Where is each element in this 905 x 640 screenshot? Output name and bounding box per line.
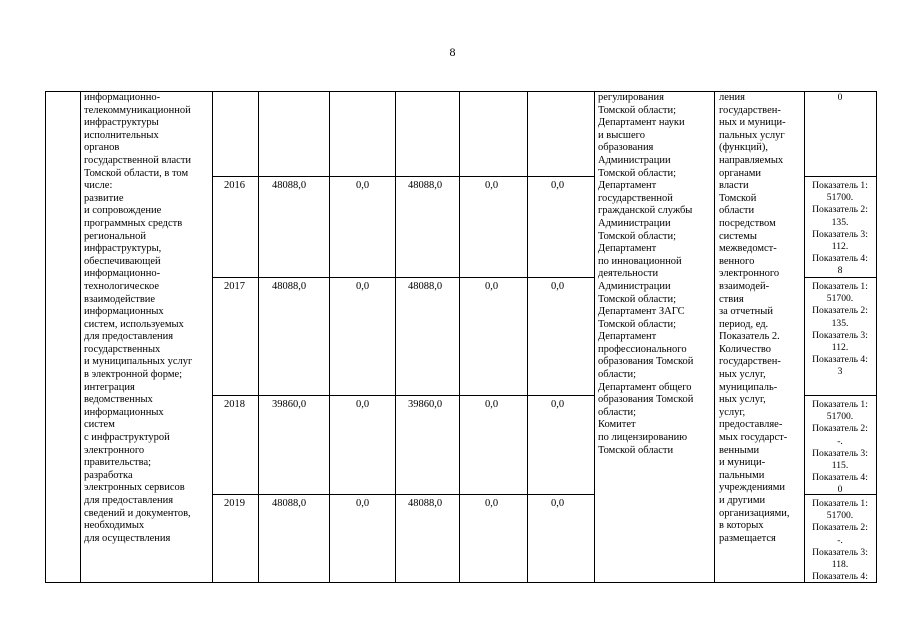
- cell-year: 2018: [224, 399, 245, 410]
- executor-line: Департамент: [598, 331, 657, 343]
- description-line: информационных: [84, 306, 164, 318]
- executor-line: и высшего: [598, 129, 645, 141]
- indicator-text-line: учреждениями: [719, 482, 786, 494]
- indicator-text-line: и муници-: [719, 457, 766, 469]
- indicator-text-line: ных услуг,: [719, 394, 766, 406]
- description-line: органов: [84, 142, 120, 154]
- indicator-top-value: 0: [837, 92, 843, 103]
- executor-line: Департамент науки: [598, 117, 685, 129]
- indicator-text-line: Показатель 2.: [719, 331, 780, 343]
- cell-year: 2016: [224, 180, 245, 191]
- indicator-text-line: венными: [719, 444, 760, 456]
- cell-total: 48088,0: [272, 498, 307, 509]
- executor-line: по инновационной: [598, 255, 682, 267]
- indicator-text-line: ления: [719, 92, 745, 103]
- description-line: в электронной форме;: [84, 369, 183, 381]
- executor-line: Томской области: [598, 444, 674, 456]
- executor-line: Администрации: [598, 154, 671, 166]
- description-line: и муниципальных услуг: [84, 356, 193, 368]
- description-line: развитие: [84, 192, 124, 204]
- cell-loc: 0,0: [485, 399, 499, 410]
- indicator-text-line: организациями,: [719, 507, 790, 519]
- row-divider: [804, 176, 876, 177]
- cell-other: 0,0: [551, 498, 565, 509]
- table-right-border: [876, 91, 877, 583]
- indicator-text-line: за отчетный: [719, 306, 773, 318]
- cell-total: 48088,0: [272, 281, 307, 292]
- description-column: [84, 92, 192, 545]
- indicator-text-line: (функций),: [719, 142, 768, 154]
- table-left-border: [45, 91, 46, 583]
- description-line: Томской области, в том: [84, 167, 189, 179]
- description-line: для предоставления: [84, 331, 174, 343]
- executor-line: области;: [598, 406, 637, 418]
- description-line: обеспечивающей: [84, 255, 161, 267]
- indicator-text-line: государствен-: [719, 104, 781, 116]
- col-divider: [459, 91, 460, 583]
- row-divider: [804, 395, 876, 396]
- col-divider: [527, 91, 528, 583]
- indicator-text-line: системы: [719, 230, 757, 242]
- cell-reg: 48088,0: [408, 281, 443, 292]
- indicator-text-line: предоставляе-: [719, 419, 783, 431]
- indicator-text-line: и другими: [719, 495, 766, 506]
- description-line: числе:: [84, 180, 113, 192]
- description-line: исполнительных: [84, 129, 159, 141]
- executor-line: Департамент общего: [598, 381, 692, 393]
- cell-fed: 0,0: [356, 180, 370, 191]
- description-line: информационно-: [84, 92, 161, 103]
- cell-loc: 0,0: [485, 180, 499, 191]
- col-divider: [329, 91, 330, 583]
- description-line: систем: [84, 419, 115, 431]
- description-line: информационных: [84, 406, 164, 418]
- cell-year: 2019: [224, 498, 245, 509]
- executor-line: Департамент: [598, 243, 657, 255]
- col-divider: [594, 91, 595, 583]
- indicator-value-cell: Показатель 1: 51700. Показатель 2: -. Показатель 3: 118. Показатель 4:: [812, 498, 868, 583]
- indicator-text-line: мых государст-: [719, 432, 788, 444]
- cell-fed: 0,0: [356, 498, 370, 509]
- indicator-text-line: в которых: [719, 520, 764, 532]
- cell-other: 0,0: [551, 399, 565, 410]
- cell-reg: 48088,0: [408, 498, 443, 509]
- description-line: правительства;: [84, 457, 152, 469]
- description-line: с инфраструктурой: [84, 432, 170, 444]
- page-number: 8: [449, 45, 456, 59]
- col-divider: [258, 91, 259, 583]
- executor-line: Томской области;: [598, 167, 677, 179]
- description-line: телекоммуникационной: [84, 104, 191, 116]
- cell-other: 0,0: [551, 180, 565, 191]
- executor-line: деятельности: [598, 268, 659, 280]
- cell-total: 48088,0: [272, 180, 307, 191]
- description-line: технологическое: [84, 280, 159, 292]
- executor-line: Комитет: [598, 419, 636, 431]
- indicator-text-line: Томской: [719, 192, 757, 204]
- indicator-text-line: государствен-: [719, 356, 781, 368]
- cell-fed: 0,0: [356, 281, 370, 292]
- indicator-text-line: период, ед.: [719, 318, 769, 330]
- col-divider: [212, 91, 213, 583]
- indicator-text-line: венного: [719, 255, 755, 267]
- indicator-text-line: власти: [719, 180, 749, 192]
- row-divider: [212, 395, 594, 396]
- indicator-text-line: посредством: [719, 217, 776, 229]
- indicator-value-cell: Показатель 1: 51700. Показатель 2: 135. Показатель 3: 112. Показатель 4: 8: [812, 180, 868, 277]
- description-line: для предоставления: [84, 495, 174, 506]
- indicator-text-line: ных и муници-: [719, 117, 786, 129]
- indicator-text-line: органами: [719, 167, 762, 179]
- executor-line: регулирования: [598, 92, 664, 103]
- indicator-text-line: пальных услуг: [719, 129, 785, 141]
- executor-line: образования Томской: [598, 356, 694, 368]
- executor-line: государственной: [598, 192, 673, 204]
- executor-line: по лицензированию: [598, 432, 688, 444]
- row-divider: [212, 494, 594, 495]
- cell-total: 39860,0: [272, 399, 307, 410]
- description-line: интеграция: [84, 381, 135, 393]
- description-line: и сопровождение: [84, 205, 162, 217]
- executor-line: Томской области;: [598, 230, 677, 242]
- table-bottom-border: [45, 582, 877, 583]
- executor-line: Администрации: [598, 280, 671, 292]
- executor-line: Администрации: [598, 217, 671, 229]
- indicator-text-line: электронного: [719, 268, 780, 280]
- cell-fed: 0,0: [356, 399, 370, 410]
- executor-line: области;: [598, 369, 637, 381]
- indicator-text-line: взаимодей-: [719, 280, 770, 292]
- executor-line: гражданской службы: [598, 205, 693, 217]
- description-line: сведений и документов,: [84, 507, 191, 519]
- indicator-text-line: услуг,: [719, 406, 746, 418]
- executor-line: Томской области;: [598, 318, 677, 330]
- description-line: электронного: [84, 444, 145, 456]
- description-line: необходимых: [84, 520, 145, 532]
- description-line: информационно-: [84, 268, 161, 280]
- description-line: взаимодействие: [84, 293, 156, 305]
- indicator-value-cell: Показатель 1: 51700. Показатель 2: 135. Показатель 3: 112. Показатель 4: 3: [812, 281, 868, 378]
- indicator-text-line: направляемых: [719, 154, 784, 166]
- col-divider: [80, 91, 81, 583]
- cell-other: 0,0: [551, 281, 565, 292]
- description-line: инфраструктуры,: [84, 243, 162, 255]
- cell-reg: 39860,0: [408, 399, 443, 410]
- description-line: ведомственных: [84, 394, 153, 406]
- cell-year: 2017: [224, 281, 245, 292]
- indicator-text-line: размещается: [719, 532, 776, 544]
- indicator-text-line: области: [719, 205, 755, 217]
- cell-loc: 0,0: [485, 281, 499, 292]
- description-line: программных средств: [84, 217, 183, 229]
- row-divider: [212, 277, 594, 278]
- indicator-text-line: ных услуг,: [719, 369, 766, 381]
- row-divider: [212, 176, 594, 177]
- executor-line: Департамент: [598, 180, 657, 192]
- executor-line: образования Томской: [598, 394, 694, 406]
- indicator-value-cell: Показатель 1: 51700. Показатель 2: -. Показатель 3: 115. Показатель 4: 0: [812, 399, 868, 496]
- indicator-text-line: муниципаль-: [719, 381, 778, 393]
- indicator-text-line: ствия: [719, 293, 744, 305]
- indicator-text-line: пальными: [719, 469, 765, 481]
- executors-column: [598, 92, 693, 457]
- description-line: разработка: [84, 469, 133, 481]
- description-line: инфраструктуры: [84, 117, 159, 129]
- col-divider: [395, 91, 396, 583]
- executor-line: образования: [598, 142, 654, 154]
- executor-line: профессионального: [598, 343, 687, 355]
- cell-loc: 0,0: [485, 498, 499, 509]
- executor-line: Департамент ЗАГС: [598, 306, 685, 318]
- description-line: государственных: [84, 343, 161, 355]
- indicator-text-line: межведомст-: [719, 243, 777, 255]
- indicators-text-column: [719, 92, 789, 545]
- description-line: электронных сервисов: [84, 482, 185, 494]
- description-line: региональной: [84, 230, 146, 242]
- description-line: государственной власти: [84, 154, 192, 166]
- executor-line: Томской области;: [598, 293, 677, 305]
- indicator-text-line: Количество: [719, 343, 772, 355]
- cell-reg: 48088,0: [408, 180, 443, 191]
- description-line: систем, используемых: [84, 318, 184, 330]
- col-divider: [714, 91, 715, 583]
- executor-line: Томской области;: [598, 104, 677, 116]
- description-line: для осуществления: [84, 532, 171, 544]
